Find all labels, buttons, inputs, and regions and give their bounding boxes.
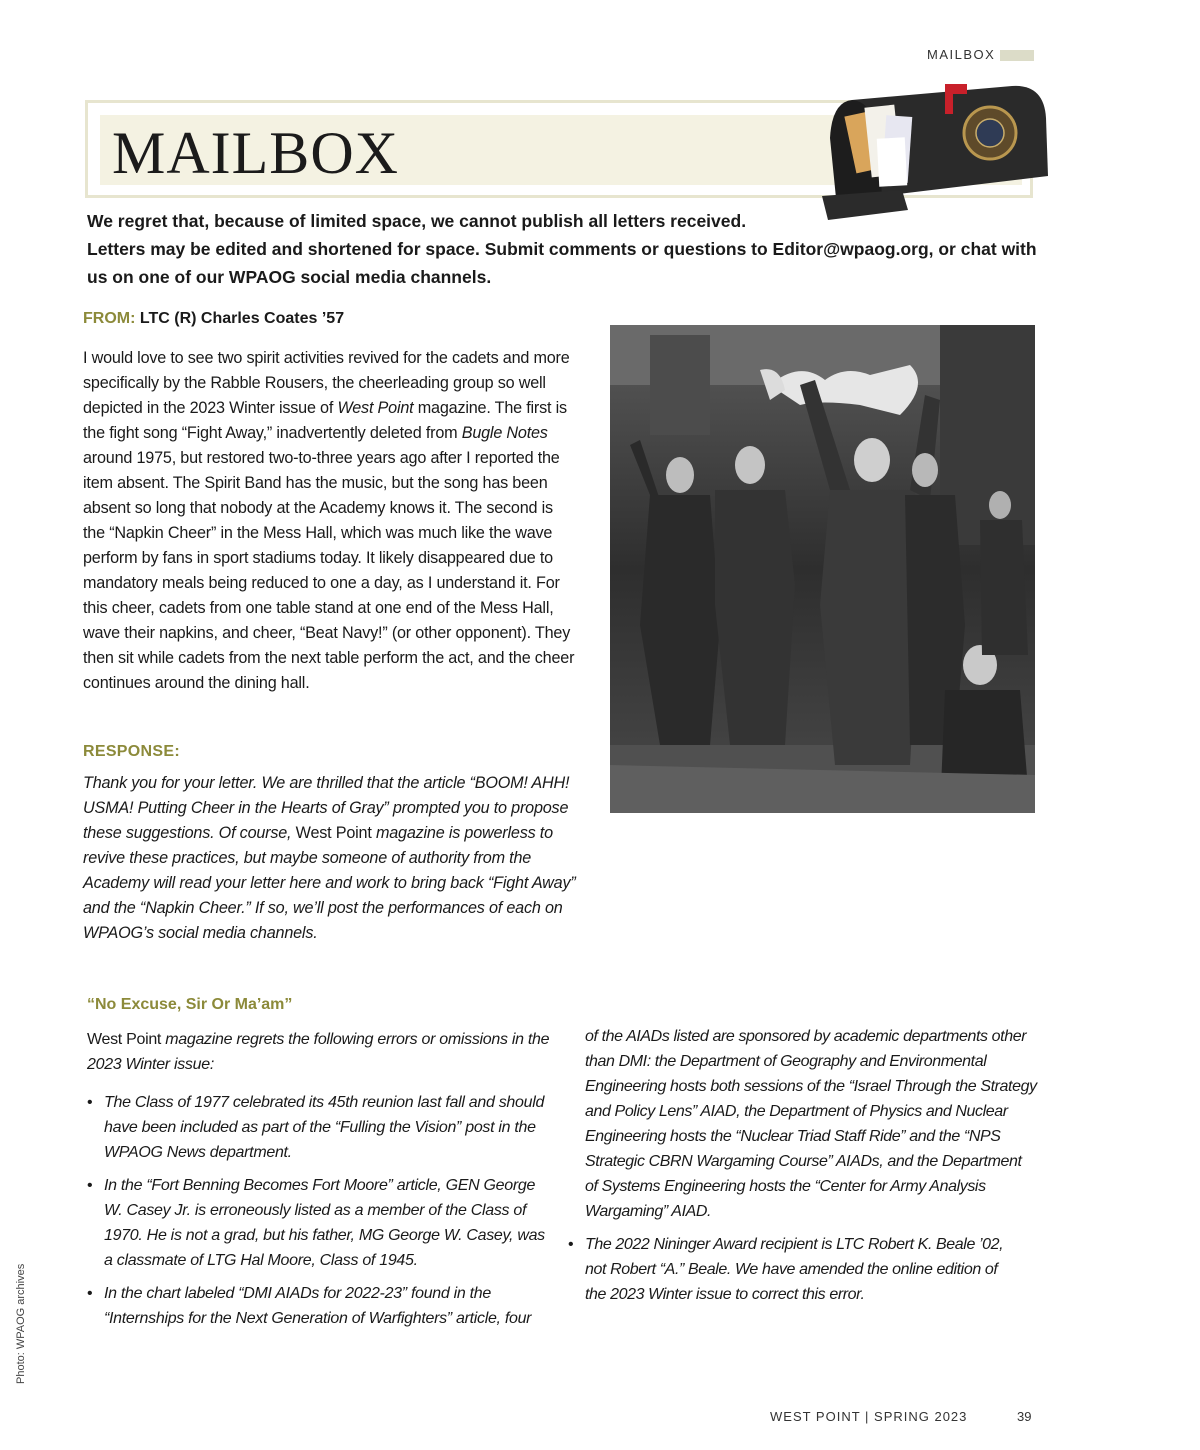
photo-credit: Photo: WPAOG archives — [15, 1263, 27, 1384]
corrections-left-column — [87, 1027, 557, 1339]
list-item — [87, 1281, 557, 1331]
response-text-2: magazine is powerless to revive these practices, but maybe someone of authority from the Academy will read your letter here and work to bring back “Fight Away” and the “Napkin Cheer.” If so, we’ll post the performances of each on WPAOG’s social media channels. — [83, 824, 576, 942]
mailbox-icon — [812, 78, 1050, 228]
corrections-lead — [87, 1027, 557, 1077]
corrections-pub-title: West Point — [87, 1031, 162, 1048]
correction-1: The Class of 1977 celebrated its 45th reunion last fall and should have been included as part of the “Fulling the Vision” post in the WPAOG News department. — [104, 1094, 545, 1161]
from-name: LTC (R) Charles Coates ’57 — [139, 310, 345, 327]
corrections-lead-text: magazine regrets the following errors or omissions in the 2023 Winter issue: — [87, 1031, 550, 1073]
letter-pub-title: West Point — [337, 399, 414, 417]
response-pub-title: West Point — [295, 824, 372, 842]
intro-notice — [87, 207, 1037, 291]
letter-body — [83, 346, 578, 696]
bullet-icon: • — [87, 1094, 93, 1111]
letter-text-3: around 1975, but restored two-to-three years ago after I reported the item absent. The Spirit Band has the music, but the song has been absent so long that nobody at the Academy knows it. The second is the “Napkin Cheer” in the Mess Hall, which was much like the wave perform by fans in sport stadiums today. It likely disappeared due to mandatory meals being reduced to one a day, as I understand it. For this cheer, cadets from one table stand at one end of the Mess Hall, wave their napkins, and cheer, “Beat Navy!” (or other opponent). They then sit while cadets from the next table perform the act, and the cheer continues around the dining hall. — [83, 449, 575, 692]
section-tag-bar — [1000, 50, 1034, 61]
corrections-right-column — [568, 1024, 1037, 1315]
intro-line-2: Letters may be edited and shortened for space. Submit comments or questions to Editor@wpaog.org, or chat with us on one of our WPAOG social media channels. — [87, 239, 1037, 287]
correction-4: The 2022 Nininger Award recipient is LTC Robert K. Beale ’02, not Robert “A.” Beale. We have amended the online edition of the 2023 Winter issue to correct this error. — [585, 1236, 1004, 1303]
cadets-photo — [610, 325, 1035, 813]
corrections-list — [87, 1090, 557, 1331]
letter-book-title: Bugle Notes — [461, 424, 548, 442]
correction-3-continued: of the AIADs listed are sponsored by academic departments other than DMI: the Department of Geography and Environmental Engineering hosts both sessions of the “Israel Through the Strategy and Policy Lens” AIAD, the Department of Physics and Nuclear Engineering hosts the “Nuclear Triad Staff Ride” and the “NPS Strategic CBRN Wargaming Course” AIADs, and the Department of Systems Engineering hosts the “Center for Army Analysis Wargaming” AIAD. — [585, 1028, 1037, 1220]
correction-2: In the “Fort Benning Becomes Fort Moore” article, GEN George W. Casey Jr. is erroneously listed as a member of the Class of 1970. He is not a grad, but his father, MG George W. Casey, was a classmate of LTG Hal Moore, Class of 1945. — [104, 1177, 545, 1269]
from-label: FROM: — [83, 310, 136, 327]
bullet-icon: • — [87, 1285, 93, 1302]
list-item — [568, 1232, 1020, 1307]
section-tag: MAILBOX — [927, 47, 996, 62]
letter-from — [83, 310, 344, 328]
response-label: RESPONSE: — [83, 743, 180, 760]
bullet-icon: • — [87, 1177, 93, 1194]
corrections-list-continued — [568, 1232, 1037, 1307]
response-text-1: Thank you for your letter. We are thrilled that the article “BOOM! AHH! USMA! Putting Cheer in the Hearts of Gray” prompted you to propose these suggestions. Of course, — [83, 774, 570, 842]
list-item — [87, 1090, 557, 1165]
letter-text-2: magazine. The first is the fight song “Fight Away,” inadvertently deleted from — [83, 399, 567, 442]
correction-3: In the chart labeled “DMI AIADs for 2022-23” found in the “Internships for the Next Generation of Warfighters” article, four — [104, 1285, 532, 1327]
intro-line-1: We regret that, because of limited space, we cannot publish all letters received. — [87, 211, 747, 231]
bullet-icon: • — [568, 1236, 574, 1253]
response-body — [83, 771, 583, 946]
page-title: MAILBOX — [112, 120, 399, 186]
corrections-title: “No Excuse, Sir Or Ma’am” — [87, 996, 293, 1013]
letter-text-1: I would love to see two spirit activities revived for the cadets and more specifically by the Rabble Rousers, the cheerleading group so well depicted in the 2023 Winter issue of — [83, 349, 570, 417]
list-item — [87, 1173, 557, 1273]
footer-publication: WEST POINT | SPRING 2023 — [770, 1409, 968, 1424]
page-number: 39 — [1017, 1409, 1032, 1424]
cadets-photo-image — [610, 325, 1035, 813]
